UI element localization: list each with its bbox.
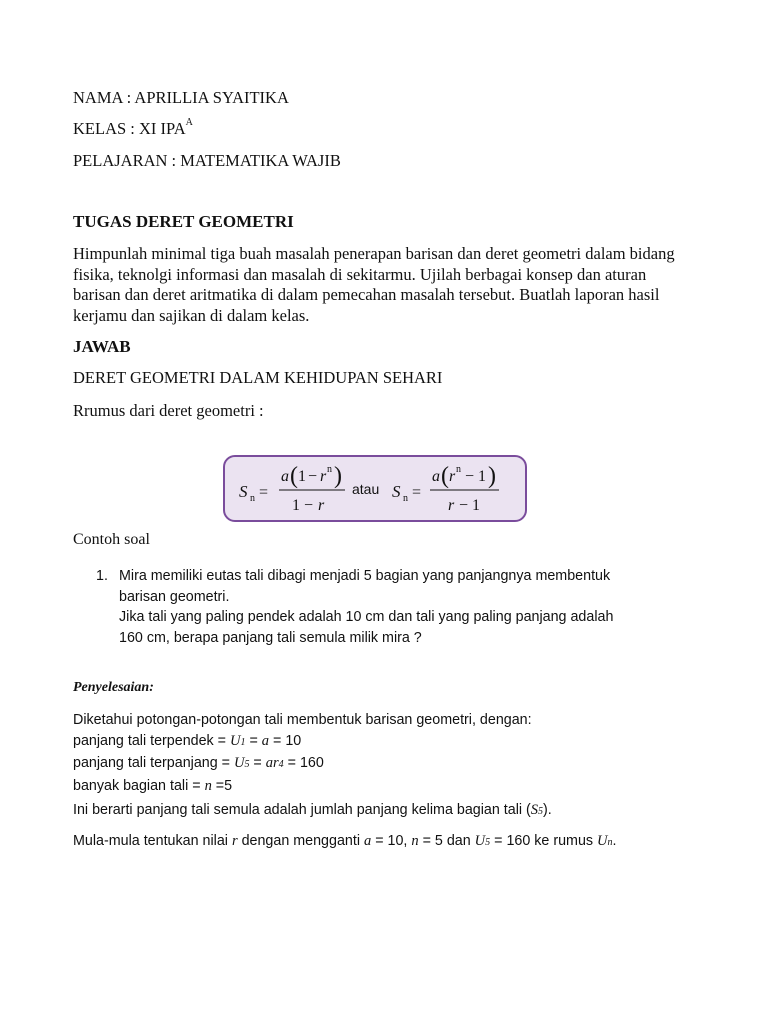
formula-sub-left: n (250, 493, 255, 504)
task-title: TUGAS DERET GEOMETRI (73, 212, 294, 231)
solution-line (73, 800, 552, 823)
var-a: a (363, 833, 372, 849)
solution-line: Diketahui potongan-potongan tali membentuk barisan geometri, dengan: (73, 712, 532, 728)
formula-den2-tail: − 1 (459, 497, 481, 514)
solution-line (73, 753, 532, 776)
formula-num2-tail: − 1 (465, 468, 487, 485)
solution-given (73, 710, 532, 796)
formula-num1-minus: − (308, 468, 318, 485)
class-text: KELAS : XI IPA (73, 119, 186, 138)
var-un: U (597, 833, 608, 849)
text: panjang tali terpendek = (73, 732, 230, 749)
question-line: barisan geometri. (119, 588, 230, 605)
text: . (612, 833, 617, 849)
formula-num1-a: a (281, 468, 289, 485)
question-line: Jika tali yang paling pendek adalah 10 cm dan tali yang paling panjang adalah (119, 609, 614, 625)
var-sub: 5 (538, 806, 544, 817)
question-body (119, 566, 694, 648)
example-label: Contoh soal (73, 531, 150, 548)
formula-box (223, 455, 527, 522)
formula-num2-paren-open: ( (441, 463, 449, 489)
subject: PELAJARAN : MATEMATIKA WAJIB (73, 151, 341, 170)
var-u: U (233, 755, 245, 771)
formula-den2-r: r (448, 497, 455, 514)
formula-s-left: S (239, 482, 248, 501)
text: = 5 dan (418, 833, 475, 849)
formula-num1-r: r (320, 468, 327, 485)
text: Mula-mula tentukan nilai (73, 833, 232, 849)
formula-sub-right: n (403, 493, 408, 504)
solution-line (73, 776, 532, 797)
var-sub: 5 (485, 837, 491, 848)
text: dengan mengganti (237, 833, 364, 849)
text: panjang tali terpanjang = (73, 755, 234, 771)
class-superscript: A (185, 117, 193, 128)
var-sub: 5 (244, 759, 250, 770)
formula-num1-paren-open: ( (290, 463, 298, 489)
formula-intro: Rrumus dari deret geometri : (73, 401, 264, 420)
question-number: 1. (96, 568, 108, 584)
solution-line (73, 831, 617, 854)
var-sub: n (607, 837, 613, 848)
answer-heading: JAWAB (73, 337, 131, 356)
question-line: Mira memiliki eutas tali dibagi menjadi 5 bagian yang panjangnya membentuk (119, 568, 611, 584)
var-ar: ar (265, 755, 279, 771)
formula-den1: 1 − (292, 497, 314, 514)
formula-svg (225, 457, 525, 520)
text: banyak bagian tali = (73, 777, 205, 794)
solution-label: Penyelesaian: (73, 680, 154, 695)
formula-num2-a: a (432, 468, 440, 485)
question-line: 160 cm, berapa panjang tali semula milik mira ? (119, 629, 422, 646)
student-name: NAMA : APRILLIA SYAITIKA (73, 88, 289, 107)
text: = 10 (269, 732, 302, 749)
formula-s-right: S (392, 482, 401, 501)
formula-num2-paren-close: ) (488, 463, 496, 489)
formula-num2-exp: n (456, 464, 461, 475)
formula-den1-r: r (318, 497, 325, 514)
var-n: n (411, 833, 419, 849)
answer-subtitle: DERET GEOMETRI DALAM KEHIDUPAN SEHARI (73, 368, 443, 387)
text: = 10, (371, 833, 412, 849)
formula-atau: atau (352, 481, 380, 497)
solution-line (73, 731, 532, 754)
var-u: U (230, 732, 241, 749)
text: =5 (211, 777, 233, 794)
var-r: r (231, 833, 238, 849)
text: ). (543, 802, 552, 818)
text: = 160 (283, 755, 324, 771)
var-u: U (474, 833, 486, 849)
var-s: S (530, 802, 539, 818)
var-n: n (204, 777, 212, 794)
var-sub: 4 (278, 759, 284, 770)
var-a: a (261, 732, 270, 749)
var-sub: 1 (240, 736, 246, 748)
task-description: Himpunlah minimal tiga buah masalah penerapan barisan dan deret geometri dalam bidang fisika, teknolgi informasi dan masalah di sekitarmu. Ujilah berbagai konsep dan aturan barisan dan deret aritmatika di dalam pemecahan masalah tersebut. Buatlah laporan hasil kerjamu dan sajikan di dalam kelas. (73, 244, 675, 325)
formula-eq-right: = (412, 484, 422, 501)
formula-num2-r: r (449, 468, 456, 485)
text: = (249, 755, 266, 771)
formula-num1-one: 1 (298, 468, 306, 485)
student-class (73, 119, 193, 139)
formula-num1-exp: n (327, 464, 332, 475)
formula-num1-paren-close: ) (334, 463, 342, 489)
formula-eq-left: = (259, 484, 269, 501)
text: = (245, 732, 262, 749)
text: = 160 ke rumus (490, 833, 598, 849)
text: Ini berarti panjang tali semula adalah jumlah panjang kelima bagian tali ( (73, 802, 531, 818)
